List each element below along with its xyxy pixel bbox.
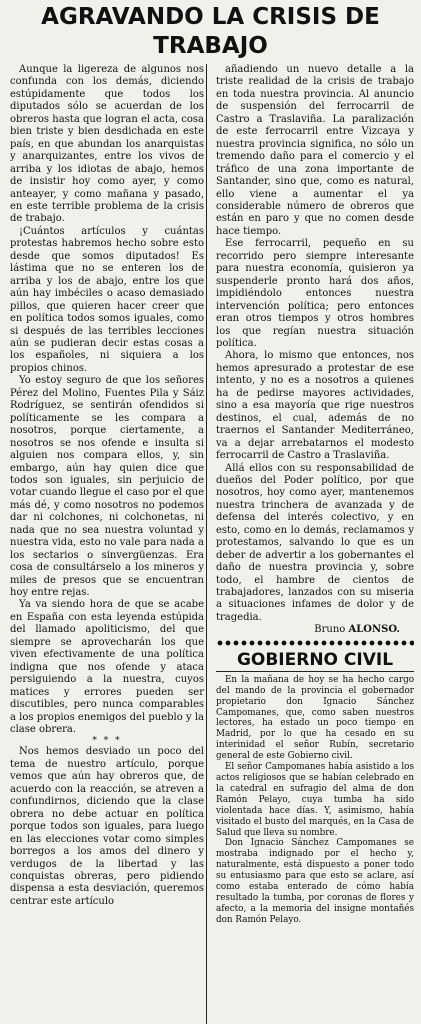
headline: [0, 0, 421, 60]
left-column: [10, 64, 204, 908]
article-paragraph: Aunque la ligereza de algunos nos confunda con los demás, diciendo estúpidamente que todos los diputados sólo se acuerdan de los obreros hasta que logran el acta, cosa bien triste y bien desdichada en este país, en que abundan los anarquistas y anarquizantes, entre los vivos de arriba y los idiotas de abajo, hemos de insistir hoy como ayer, y como anteayer, y como mañana y pasado, en este terrible problema de la crisis de trabajo.: [10, 64, 204, 225]
paragraph-separator: * * *: [92, 736, 122, 747]
column-rule: [206, 64, 207, 1024]
right-column: [216, 64, 414, 926]
signature-first-name: Bruno: [314, 624, 346, 636]
signature-surname: ALONSO.: [348, 624, 400, 636]
article-paragraph: Allá ellos con su responsabilidad de dueños del Poder político, por que nosotros, hoy como ayer, mantenemos nuestra trinchera de avanzada y de defensa del interés colectivo, y en esto, como en lo demás, reclamamos y protestamos, salvando lo que es un deber de advertir a los gobernantes el daño de nuestra provincia y, sobre todo, el hambre de cientos de trabajadores, lanzados con su miseria a situaciones infames de dolor y de tragedia.: [216, 462, 414, 623]
section-title: GOBIERNO CIVIL: [216, 649, 414, 672]
section-paragraph: El señor Campomanes había asistido a los actos religiosos que se habían celebrado en la catedral en sufragio del alma de don Ramón Pelayo, cuya tumba ha sido violentada hace días. Y, asimismo, había visitado el busto del marqués, en la Casa de Salud que lleva su nombre.: [216, 762, 414, 838]
article-paragraph: Ese ferrocarril, pequeño en su recorrido pero siempre interesante para nuestra economía, quisieron ya suspenderle pronto hará dos años, impidiéndolo entonces nuestra intervención política; pero entonces eran otros tiempos y otros hombres los que regían nuestra situación política.: [216, 238, 414, 349]
article-paragraph: ¡Cuántos artículos y cuántas protestas habremos hecho sobre esto desde que somos diputados! Es lástima que no se enteren los de arriba y los de abajo, entre los que aún hay imbéciles o acaso demasiado pillos, que quieren hacer creer que en política todos somos iguales, como si después de las terribles lecciones aún se pudieran decir estas cosas a los españoles, ni siquiera a los propios chinos.: [10, 225, 204, 374]
headline-line-1: AGRAVANDO LA CRISIS DE: [41, 4, 380, 30]
section-paragraph: Don Ignacio Sánchez Campomanes se mostraba indignado por el hecho y, naturalmente, está dispuesto a poner todo su entusiasmo para que esto se aclare, así como estaba enterado de cómo había resultado la tumba, por coronas de flores y afecto, a la memoria del insigne montañés don Ramón Pelayo.: [216, 838, 414, 925]
headline-line-2: TRABAJO: [153, 33, 268, 59]
section-paragraph: En la mañana de hoy se ha hecho cargo del mando de la provincia el gobernador propietario don Ignacio Sánchez Campomanes, que, como saben nuestros lectores, ha estado un poco tiempo en Madrid, por lo que ha cesado en su interinidad el señor Rubín, secretario general de este Gobierno civil.: [216, 674, 414, 762]
article-paragraph: Ya va siendo hora de que se acabe en España con esta leyenda estúpida del llamado apoliticismo, del que siempre se aprovecharán los que viven efectivamente de una política indigna que nos ofende y ataca persiguiendo a la nuestra, cuyos matices y errores pueden ser discutibles, pero nunca comparables a los propios enemigos del pueblo y la clase obrera.: [10, 599, 204, 736]
signature: [216, 624, 414, 636]
gobierno-civil-body: [216, 675, 414, 926]
article-paragraph: añadiendo un nuevo detalle a la triste realidad de la crisis de trabajo en toda nuestra provincia. Al anuncio de suspensión del ferrocarril de Castro a Traslaviña. La paralización de este ferrocarril entre Vizcaya y nuestra provincia significa, no sólo un tremendo daño para el comercio y el tráfico de una zona importante de Santander, sino que, como es natural, ello viene a aumentar el ya considerable número de obreros que están en paro y que no comen desde hace tiempo.: [216, 64, 414, 237]
article-paragraph: Nos hemos desviado un poco del tema de nuestro artículo, porque vemos que aún hay obreros que, de acuerdo con la reacción, se atreven a confundirnos, diciendo que la clase obrera no debe actuar en política porque todos son iguales, para luego en las elecciones votar como simples borregos a los amos del dinero y verdugos de la libertad y las conquistas obreras, pero pidiendo dispensa a esta desviación, queremos centrar este artículo: [10, 746, 204, 907]
article-paragraph: Yo estoy seguro de que los señores Pérez del Molino, Fuentes Pila y Sáiz Rodríguez, se sentirán ofendidos si políticamente se les compara a nosotros, porque ciertamente, a nosotros se nos ofende e insulta si alguien nos compara ellos, y, sin embargo, aún hay quien dice que todos son iguales, sin perjuicio de votar cuando llegue el caso por el que más dé, y como nosotros no podemos dar ni colchones, ni colchonetas, ni nada que no sea nuestra voluntad y nuestra vida, esto no vale para nada a los sectarios o sinvergüenzas. Era cosa de consultárselo a los mineros y miles de presos que se encuentran hoy entre rejas.: [10, 375, 204, 599]
decorative-border: [216, 639, 414, 647]
article-paragraph: Ahora, lo mismo que entonces, nos hemos apresurado a protestar de ese intento, y no es a nosotros a quienes ha de pedirse mayores actividades, sino a esa mayoría que rige nuestros destinos, el cual, además de no traernos el Santander Mediterráneo, va a dejar arrebatarnos el modesto ferrocarril de Castro a Traslaviña.: [216, 350, 414, 462]
